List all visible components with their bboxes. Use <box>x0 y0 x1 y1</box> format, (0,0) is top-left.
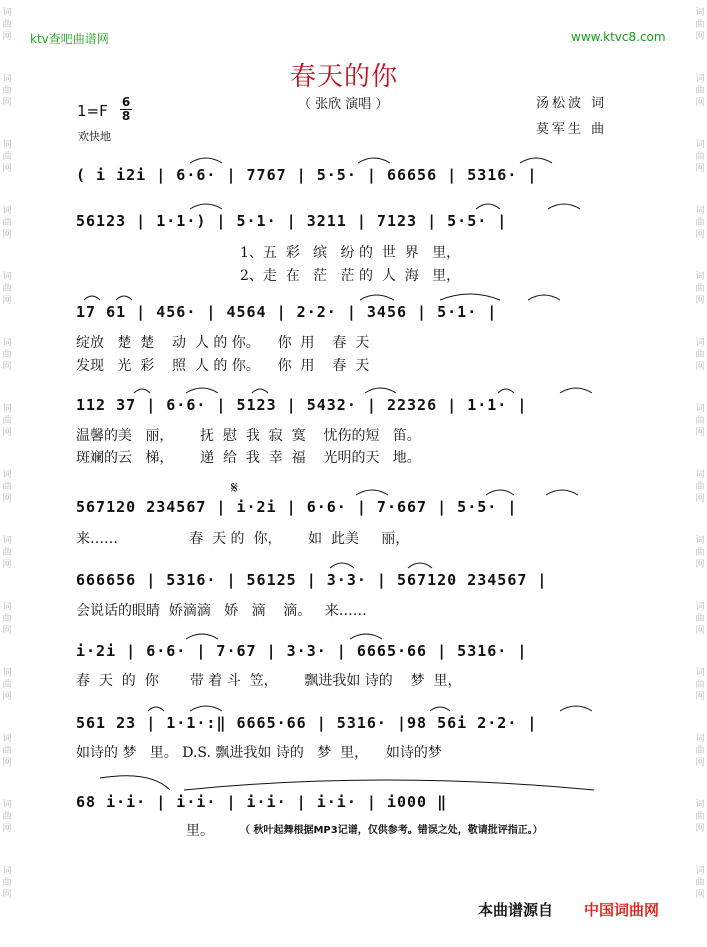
side-watermark-char: 网 <box>695 362 705 372</box>
score-row-8-lyric-1: 如诗的 梦 里。 D.S. 飘进我如 诗的 梦 里， 如诗的梦 <box>76 745 442 761</box>
side-watermark-char: 网 <box>695 494 705 504</box>
slur <box>148 707 164 711</box>
side-watermark-char: 网 <box>2 494 12 504</box>
side-watermark-char: 词 <box>2 470 12 480</box>
side-watermark-char: 曲 <box>2 218 12 228</box>
side-watermark-char: 网 <box>2 98 12 108</box>
side-watermark-char: 曲 <box>2 86 12 96</box>
left-site-watermark: ktv查吧曲谱网 <box>30 32 109 46</box>
side-watermark-char: 网 <box>2 758 12 768</box>
side-watermark-char: 曲 <box>695 746 705 756</box>
side-watermark-char: 曲 <box>695 218 705 228</box>
side-watermark-char: 网 <box>695 890 705 900</box>
key-signature: 1=F <box>77 102 108 120</box>
side-watermark-char: 词 <box>2 140 12 150</box>
time-signature-top: 6 <box>121 95 131 109</box>
score-row-6-lyric-1: 会说话的眼睛 娇滴滴 娇 滴 滴。 来…… <box>76 603 367 619</box>
segno-sign: 𝄋 <box>231 478 238 497</box>
slur <box>190 706 222 711</box>
side-watermark-char: 词 <box>2 668 12 678</box>
slur <box>190 158 222 163</box>
side-watermark-char: 曲 <box>695 548 705 558</box>
slur <box>360 295 394 300</box>
side-watermark-char: 网 <box>695 230 705 240</box>
side-watermark-char: 曲 <box>695 20 705 30</box>
side-watermark-char: 词 <box>695 734 705 744</box>
score-row-7-lyric-1: 春 天 的 你 带 着 斗 笠， 飘进我如 诗的 梦 里， <box>76 673 462 689</box>
side-watermark-char: 词 <box>2 8 12 18</box>
score-row-6-notes: 666656 | 5316· | 56125 | 3·3· | 567120 234567 | <box>76 571 548 589</box>
side-watermark-char: 词 <box>695 668 705 678</box>
side-watermark-char: 网 <box>695 164 705 174</box>
score-row-2-lyric-1: 1、五 彩 缤 纷 的 世 界 里， <box>240 245 461 261</box>
slur <box>186 634 218 639</box>
side-watermark-char: 网 <box>2 296 12 306</box>
side-watermark-char: 词 <box>2 734 12 744</box>
side-watermark-char: 网 <box>2 362 12 372</box>
transcription-note: （ 秋叶起舞根据MP3记谱，仅供参考。错误之处，敬请批评指正。） <box>240 825 543 836</box>
side-watermark-char: 曲 <box>2 878 12 888</box>
slur <box>546 490 578 495</box>
side-watermark-char: 曲 <box>2 284 12 294</box>
side-watermark-char: 曲 <box>2 482 12 492</box>
side-watermark-char: 曲 <box>695 878 705 888</box>
slur <box>190 204 222 209</box>
slur <box>440 294 500 300</box>
song-title: 春天的你 <box>290 62 399 92</box>
side-watermark-char: 词 <box>695 866 705 876</box>
side-watermark-char: 网 <box>2 560 12 570</box>
side-watermark-char: 曲 <box>695 416 705 426</box>
side-watermark-char: 词 <box>695 140 705 150</box>
side-watermark-char: 网 <box>695 824 705 834</box>
side-watermark-char: 词 <box>2 404 12 414</box>
side-watermark-char: 曲 <box>2 680 12 690</box>
side-watermark-char: 网 <box>695 758 705 768</box>
side-watermark-char: 曲 <box>2 746 12 756</box>
side-watermark-char: 曲 <box>2 548 12 558</box>
score-row-4-notes: 112 37 | 6·6· | 5123 | 5432· | 22326 | 1·1· | <box>76 396 528 414</box>
side-watermark-char: 网 <box>695 98 705 108</box>
score-row-7-notes: i·2i | 6·6· | 7·67 | 3·3· | 6665·66 | 5316· | <box>76 642 528 660</box>
side-watermark-char: 曲 <box>695 152 705 162</box>
side-watermark-char: 网 <box>695 32 705 42</box>
side-watermark-char: 词 <box>2 800 12 810</box>
side-watermark-char: 曲 <box>695 482 705 492</box>
score-row-3-notes: 17 61 | 456· | 4564 | 2·2· | 3456 | 5·1· | <box>76 303 498 321</box>
side-watermark-char: 网 <box>2 626 12 636</box>
side-watermark-char: 词 <box>2 602 12 612</box>
slur <box>528 295 560 300</box>
side-watermark-char: 曲 <box>695 284 705 294</box>
slur <box>134 389 150 393</box>
side-watermark-char: 网 <box>695 626 705 636</box>
side-watermark-char: 词 <box>695 470 705 480</box>
side-watermark-char: 词 <box>695 404 705 414</box>
side-watermark-char: 曲 <box>695 812 705 822</box>
score-row-9-lyric-1: 里。 <box>186 823 214 839</box>
score-row-4-lyric-1: 温馨的美 丽， 抚 慰 我 寂 寞 忧伤的短 笛。 <box>76 428 421 444</box>
side-watermark-char: 网 <box>695 428 705 438</box>
side-watermark-char: 词 <box>2 338 12 348</box>
slur <box>520 158 552 163</box>
singer-credit: （ 张欣 演唱 ） <box>298 97 389 112</box>
side-watermark-char: 词 <box>695 8 705 18</box>
side-watermark-char: 网 <box>2 428 12 438</box>
composer-credit: 莫军生 曲 <box>536 122 608 137</box>
score-row-4-lyric-2: 斑斓的云 梯， 递 给 我 幸 福 光明的天 地。 <box>76 450 421 466</box>
side-watermark-char: 曲 <box>2 812 12 822</box>
side-watermark-char: 曲 <box>695 86 705 96</box>
right-site-watermark: www.ktvc8.com <box>571 30 666 44</box>
score-row-2-lyric-2: 2、走 在 茫 茫 的 人 海 里， <box>240 268 461 284</box>
slur <box>356 490 388 495</box>
score-row-5-notes: 567120 234567 | i·2i | 6·6· | 7·667 | 5·5· | <box>76 498 518 516</box>
slur <box>548 204 580 209</box>
side-watermark-char: 网 <box>2 230 12 240</box>
slur <box>100 776 170 790</box>
slur <box>84 296 100 300</box>
slur <box>408 563 432 568</box>
side-watermark-char: 词 <box>2 536 12 546</box>
side-watermark-char: 词 <box>2 866 12 876</box>
side-watermark-char: 网 <box>2 824 12 834</box>
slur <box>252 389 268 393</box>
score-row-8-notes: 561 23 | 1·1·:‖ 6665·66 | 5316· |98 56i 2·2· | <box>76 714 538 732</box>
side-watermark-char: 词 <box>695 338 705 348</box>
side-watermark-char: 网 <box>2 692 12 702</box>
slur <box>330 563 354 568</box>
score-row-3-lyric-2: 发现 光 彩 照 人 的 你。 你 用 春 天 <box>76 358 370 374</box>
time-signature-bottom: 8 <box>121 109 131 123</box>
side-watermark-char: 词 <box>695 272 705 282</box>
side-watermark-char: 词 <box>695 74 705 84</box>
side-watermark-char: 曲 <box>2 614 12 624</box>
score-row-5-lyric-1: 来…… 春 天 的 你， 如 此美 丽， <box>76 531 410 547</box>
score-row-1-notes: ( i i2i | 6·6· | 7767 | 5·5· | 66656 | 5316· | <box>76 166 538 184</box>
slur <box>498 389 514 393</box>
score-row-9-notes: 68 i·i· | i·i· | i·i· | i·i· | i000 ‖ <box>76 793 448 811</box>
side-watermark-char: 曲 <box>695 614 705 624</box>
source-site-name[interactable]: 中国词曲网 <box>584 901 660 919</box>
side-watermark-char: 曲 <box>2 152 12 162</box>
slur <box>476 204 500 209</box>
slur <box>184 780 594 790</box>
side-watermark-char: 曲 <box>2 416 12 426</box>
lyricist-credit: 汤松波 词 <box>536 96 608 111</box>
side-watermark-char: 曲 <box>2 20 12 30</box>
side-watermark-char: 词 <box>2 74 12 84</box>
slur <box>560 706 592 711</box>
side-watermark-char: 网 <box>695 296 705 306</box>
slur <box>365 388 396 393</box>
tempo-marking: 欢快地 <box>78 130 111 143</box>
slur <box>486 490 514 495</box>
slur <box>430 707 450 711</box>
side-watermark-char: 曲 <box>695 680 705 690</box>
slur <box>358 158 390 163</box>
side-watermark-char: 网 <box>2 32 12 42</box>
side-watermark-char: 词 <box>695 536 705 546</box>
score-row-2-notes: 56123 | 1·1·) | 5·1· | 3211 | 7123 | 5·5· | <box>76 212 508 230</box>
side-watermark-char: 网 <box>2 164 12 174</box>
slur <box>560 388 592 393</box>
side-watermark-char: 词 <box>2 272 12 282</box>
side-watermark-char: 网 <box>695 692 705 702</box>
side-watermark-char: 词 <box>2 206 12 216</box>
side-watermark-char: 词 <box>695 602 705 612</box>
slur <box>116 296 132 300</box>
score-row-3-lyric-1: 绽放 楚 楚 动 人 的 你。 你 用 春 天 <box>76 335 370 351</box>
side-watermark-char: 曲 <box>2 350 12 360</box>
side-watermark-char: 网 <box>695 560 705 570</box>
slur <box>186 388 218 393</box>
source-label: 本曲谱源自 <box>478 901 554 919</box>
side-watermark-char: 网 <box>2 890 12 900</box>
side-watermark-char: 词 <box>695 206 705 216</box>
side-watermark-char: 词 <box>695 800 705 810</box>
slur <box>350 634 382 639</box>
side-watermark-char: 曲 <box>695 350 705 360</box>
